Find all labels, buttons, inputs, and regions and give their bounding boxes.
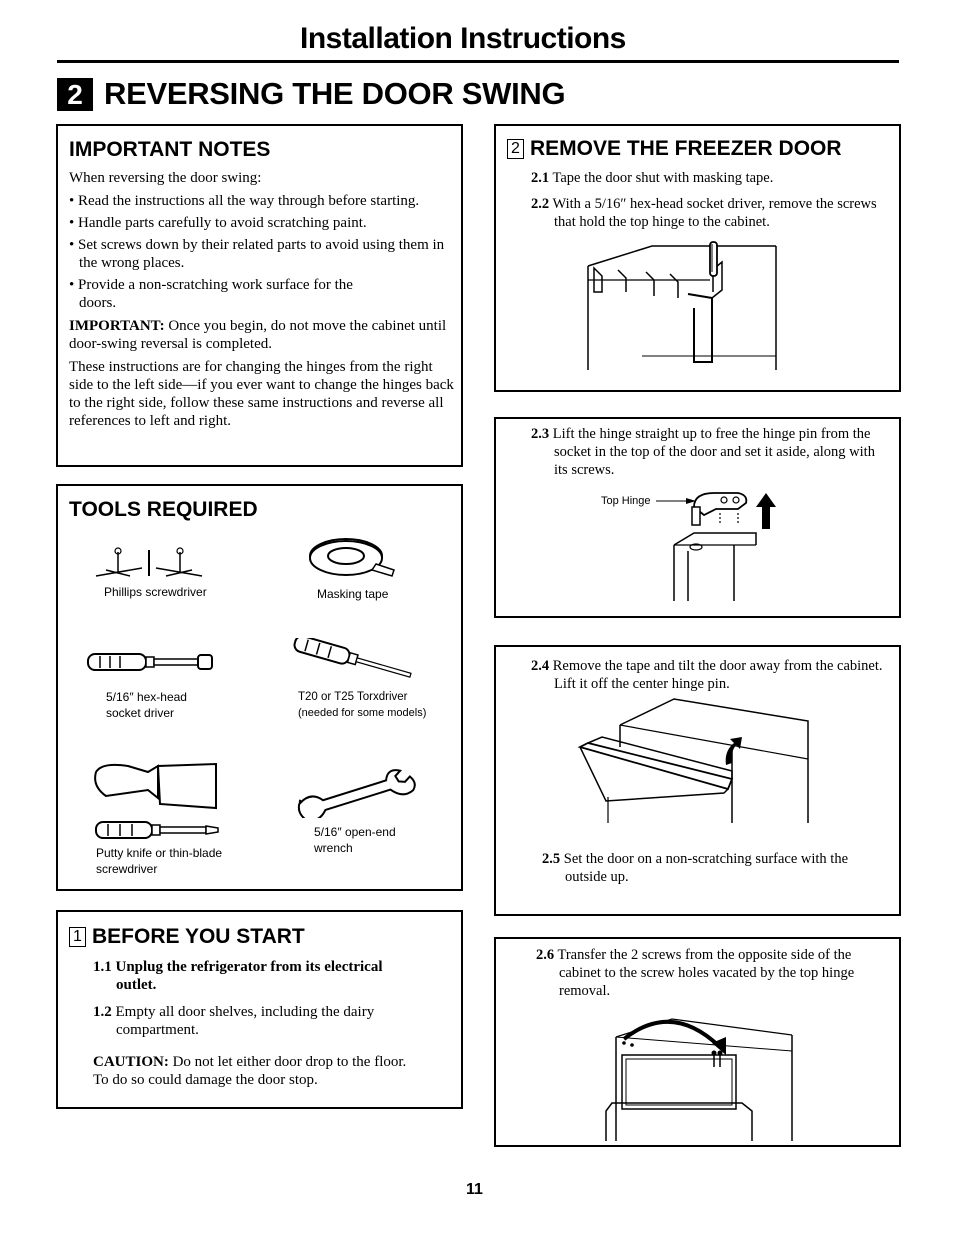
- page-number: 11: [466, 1181, 483, 1198]
- step-text: Tape the door shut with masking tape.: [549, 170, 774, 186]
- before-you-start-box: [56, 910, 463, 1109]
- step-text: With a 5/16″ hex-head socket driver, remove the screws that hold the top hinge to the cabinet.: [549, 196, 877, 230]
- section-number-badge: 2: [57, 78, 93, 111]
- notes-intro: When reversing the door swing:: [69, 170, 262, 186]
- putty-knife-icon: [88, 760, 224, 844]
- top-hinge-lift-illustration: [652, 485, 782, 605]
- phillips-screwdriver-icon: [94, 546, 206, 578]
- tool-label-line: screwdriver: [96, 862, 158, 876]
- torxdriver-icon: [290, 638, 420, 684]
- step-2-4-body: [531, 657, 891, 693]
- door-tilt-illustration: [576, 697, 816, 827]
- step-number-badge: 2: [507, 139, 524, 159]
- tool-label-line: 5/16″ open-end: [314, 825, 396, 839]
- step-text: Empty all door shelves, including the dairy compartment.: [111, 1004, 375, 1038]
- tool-label-line: wrench: [314, 841, 353, 855]
- tool-label: [298, 689, 426, 721]
- important-text: Once you begin, do not move the cabinet until door-swing reversal is completed.: [69, 318, 447, 352]
- remove-freezer-door-box: [494, 124, 901, 392]
- tool-label: Masking tape: [317, 587, 389, 601]
- tool-label-line: (needed for some models): [298, 707, 427, 719]
- step-num: 2.3: [531, 426, 550, 442]
- step-text: Lift the hinge straight up to free the hinge pin from the socket in the top of the door and set it aside, along with its screws.: [549, 426, 875, 478]
- tool-label-line: socket driver: [106, 706, 175, 720]
- step-2-4-box: [494, 645, 901, 916]
- step-2-4: [531, 657, 891, 693]
- step-2-6-box: [494, 937, 901, 1147]
- remove-freezer-heading-text: REMOVE THE FREEZER DOOR: [530, 137, 842, 160]
- notes-important: [69, 317, 454, 353]
- tool-label-line: 5/16″ hex-head: [106, 690, 187, 704]
- step-2-3: [531, 425, 891, 479]
- caution: [93, 1053, 423, 1089]
- tool-label-line: T20 or T25 Torxdriver: [298, 691, 408, 703]
- step-num: 1.2: [93, 1004, 112, 1020]
- important-notes-body: [69, 169, 454, 430]
- step-text: Remove the tape and tilt the door away from the cabinet. Lift it off the center hinge pin.: [549, 658, 883, 692]
- step-num: 2.1: [531, 170, 550, 186]
- notes-closing: These instructions are for changing the hinges from the right side to the left side—if you ever want to change the hinges back to the right side, follow these same instructions and reverse all references to left and right.: [69, 359, 454, 429]
- step-text: Set the door on a non-scratching surface with the outside up.: [560, 851, 849, 885]
- tools-required-box: [56, 484, 463, 891]
- step-1-1: [93, 958, 423, 994]
- step-2-6-body: [536, 946, 886, 1000]
- masking-tape-icon: [306, 534, 398, 584]
- title-rule: [57, 60, 899, 63]
- step-2-6: [536, 946, 886, 1000]
- step-2-5-body: [542, 850, 892, 886]
- notes-bullet: • Provide a non-scratching work surface for the doors.: [69, 277, 353, 311]
- top-hinge-label: Top Hinge: [601, 495, 651, 507]
- step-num: 2.2: [531, 196, 550, 212]
- step-number-badge: 1: [69, 927, 86, 947]
- remove-freezer-steps: [531, 169, 891, 231]
- step-num: 2.6: [536, 947, 555, 963]
- before-start-heading-text: BEFORE YOU START: [92, 925, 305, 948]
- tool-label: [106, 689, 187, 721]
- important-label: IMPORTANT:: [69, 318, 165, 334]
- tool-label-line: Putty knife or thin-blade: [96, 846, 223, 860]
- hex-socket-driver-icon: [86, 648, 218, 678]
- caution-text: Do not let either door drop to the floor. To do so could damage the door stop.: [93, 1054, 407, 1088]
- notes-bullet: • Set screws down by their related parts to avoid using them in the wrong places.: [69, 237, 445, 271]
- tools-heading: TOOLS REQUIRED: [69, 498, 258, 521]
- caution-label: CAUTION:: [93, 1054, 169, 1070]
- tool-label: Phillips screwdriver: [104, 585, 207, 599]
- step-2-3-box: [494, 417, 901, 618]
- step-2-1: [531, 169, 891, 187]
- step-2-2: [531, 195, 891, 231]
- step-2-3-body: [531, 425, 891, 479]
- section-title: REVERSING THE DOOR SWING: [104, 76, 566, 111]
- page-title: Installation Instructions: [300, 22, 626, 55]
- step-num: 2.4: [531, 658, 550, 674]
- tool-label: [96, 845, 222, 877]
- notes-bullet: • Read the instructions all the way through before starting.: [69, 193, 420, 209]
- before-start-body: [93, 958, 423, 1089]
- top-hinge-screws-illustration: [582, 236, 792, 374]
- step-text: Unplug the refrigerator from its electrical outlet.: [111, 959, 383, 993]
- screw-transfer-illustration: [602, 1015, 802, 1145]
- open-end-wrench-icon: [294, 766, 418, 818]
- step-2-5: [542, 850, 892, 886]
- step-1-2: [93, 1003, 423, 1039]
- tool-label: [314, 824, 396, 856]
- step-num: 2.5: [542, 851, 561, 867]
- step-text: Transfer the 2 screws from the opposite side of the cabinet to the screw holes vacated by the top hinge removal.: [554, 947, 855, 999]
- important-notes-heading: IMPORTANT NOTES: [69, 138, 271, 161]
- before-start-heading: [69, 925, 305, 949]
- notes-bullet: • Handle parts carefully to avoid scratching paint.: [69, 215, 367, 231]
- step-num: 1.1: [93, 959, 112, 975]
- important-notes-box: [56, 124, 463, 467]
- remove-freezer-heading: [507, 137, 842, 161]
